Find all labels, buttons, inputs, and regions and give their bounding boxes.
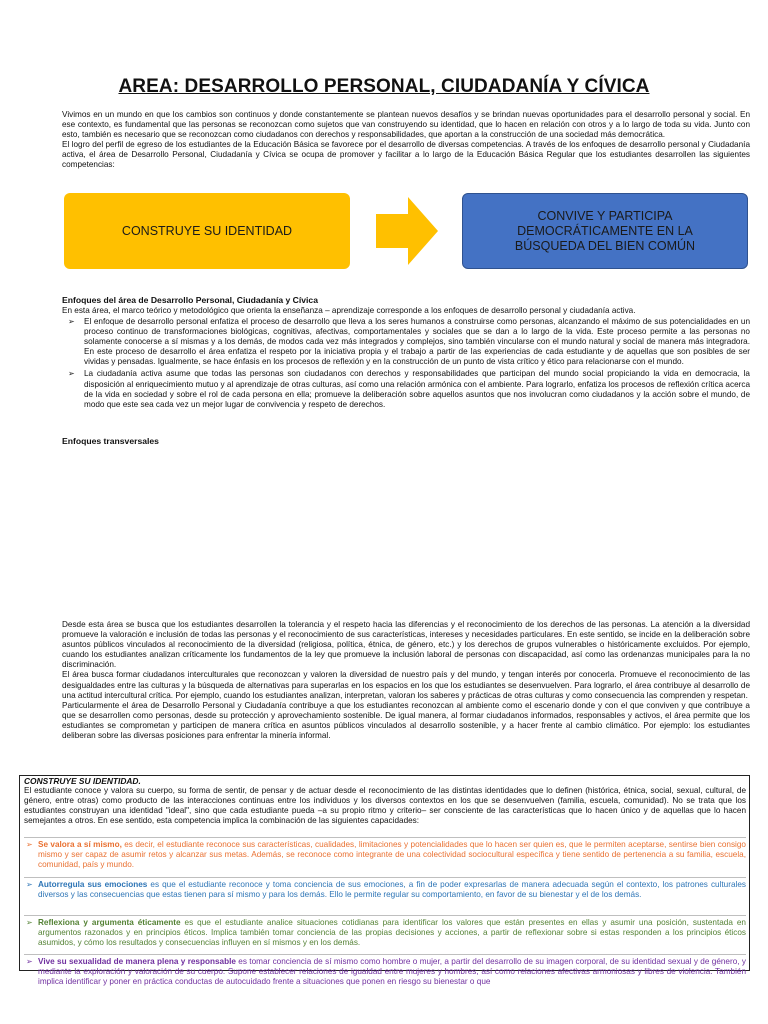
- enfoque-ciudadania-activa: La ciudadanía activa asume que todas las personas son ciudadanos con derechos y responsabilidades que participan del mundo social propiciando la vida en democracia, la disposición al enriquecimiento mutuo y al aprendizaje de otras culturas, así como una relación armónica con el ambiente. Para lograrlo, enfatiza los procesos de reflexión crítica acerca de la vida en sociedad y sobre el rol de cada persona en ella; promueve la deliberación sobre aquellos asuntos que nos involucran como ciudadanos y la acción sobre el mundo, de modo que este sea cada vez un mejor lugar de convivencia y respeto de derechos.: [84, 369, 750, 409]
- competencia-intro: El estudiante conoce y valora su cuerpo, su forma de sentir, de pensar y de actuar desde el reconocimiento de las distintas identidades que lo definen (histórica, étnica, social, sexual, cultural, de género, entre otras) como producto de las interacciones continuas entre los individuos y los diversos contextos en los que se desenvuelven (familia, escuela, comunidad). No se trata que los estudiantes construyan una identidad "ideal", sino que cada estudiante pueda –a su propio ritmo y criterio– ser consciente de las características que lo hacen único y de aquellas que lo hacen semejantes a otros. En ese sentido, esta competencia implica la combinación de las siguientes capacidades:: [24, 786, 746, 826]
- enfoques-list: [62, 317, 750, 412]
- capacidad-se-valora: [24, 837, 746, 870]
- capacidad-description: es decir, el estudiante reconoce sus características, cualidades, limitaciones y potencialidades que lo hacen ser quien es, que le permiten aceptarse, sentirse bien consigo mismo y ser capaz de asumir retos y alcanzar sus metas. Además, se reconoce como integrante de una colectividad sociocultural específica y tiene sentido de pertenencia a su familia, escuela, comunidad, país y mundo.: [38, 840, 746, 870]
- capacidad-text: [38, 840, 746, 870]
- transversales-paragraph-3: Particularmente el área de Desarrollo Personal y Ciudadanía contribuye a que los estudiantes reconozcan al ambiente como el escenario donde y con el que conviven y que contribuye a que se desarrollen como personas, desde su protección y aprovechamiento sostenible. De igual manera, al formar ciudadanos informados, responsables y activos, el área permite que los estudiantes se comprometan y participen de manera crítica en asuntos públicos vinculados al desarrollo sostenible, y a hacer frente al cambio climático. Por ejemplo: los estudiantes deliberan sobre las diversas posiciones para enfrentar la minería informal.: [62, 700, 750, 741]
- capacidad-description: es que el estudiante reconoce y toma conciencia de sus emociones, a fin de poder expresarlas de manera adecuada según el contexto, los patrones culturales diversos y las consecuencias que estas tienen para sí mismo y para los demás. Ello le permite regular su comportamiento, en favor de su bienestar y el de los demás.: [38, 880, 746, 900]
- arrow-bullet-icon: ➢: [26, 880, 33, 889]
- capacidad-description: es tomar conciencia de sí mismo como hombre o mujer, a partir del desarrollo de su imagen corporal, de su identidad sexual y de género, y mediante la exploración y valoración de su cuerpo. Supone establecer relaciones de igualdad entre mujeres y hombres, así como relaciones afectivas armoniosas y libres de violencia. También implica identificar y poner en práctica conductas de autocuidado frente a situaciones que ponen en riesgo su bienestar o que: [38, 957, 746, 987]
- capacidad-sexualidad: [24, 954, 746, 987]
- capacidad-text: [38, 918, 746, 948]
- list-item: [62, 317, 750, 367]
- capacidad-name: Reflexiona y argumenta éticamente: [38, 918, 181, 927]
- transversales-heading: Enfoques transversales: [62, 436, 159, 446]
- arrow-right-icon: [376, 197, 438, 265]
- arrow-bullet-icon: ➢: [26, 957, 33, 966]
- enfoques-heading: Enfoques del área de Desarrollo Personal, Ciudadanía y Cívica: [62, 295, 318, 305]
- transversales-paragraph-1: Desde esta área se busca que los estudiantes desarrollen la tolerancia y el respeto hacia las diferencias y el reconocimiento de los derechos de las personas. La atención a la diversidad promueve la valoración e inclusión de todas las personas y el reconocimiento de sus características, intereses y necesidades particulares. En este sentido, se incide en la deliberación sobre asuntos públicos vinculados al reconocimiento de la diversidad (religiosa, política, étnica, de género, etc.) y los derechos de grupos vulnerables o históricamente excluidos. Por ejemplo, cuando los estudiantes analizan críticamente los fundamentos de la ley que promueve la inclusión laboral de personas con discapacidad, así como las ordenanzas municipales para la no discriminación.: [62, 620, 750, 670]
- capacidad-text: [38, 880, 746, 900]
- capacidad-autorregula: [24, 877, 746, 900]
- list-item: [62, 369, 750, 409]
- arrow-bullet-icon: ➢: [26, 918, 33, 927]
- competency-box-convive: CONVIVE Y PARTICIPA DEMOCRÁTICAMENTE EN LA BÚSQUEDA DEL BIEN COMÚN: [462, 193, 748, 269]
- arrow-bullet-icon: ➢: [68, 369, 75, 379]
- transversales-paragraph-2: El área busca formar ciudadanos interculturales que reconozcan y valoren la diversidad de nuestro país y del mundo, y tengan interés por conocerla. Promueve el reconocimiento de las desigualdades entre las culturas y la búsqueda de alternativas para superarlas en los espacios en los que los estudiantes se desenvuelven. Para lograrlo, el área contribuye al desarrollo de una actitud intercultural crítica. Por ejemplo, cuando los estudiantes analizan, interpretan, valoran los saberes y prácticas de otras culturas y como consecuencia las comprenden y respetan.: [62, 670, 750, 700]
- intro-paragraph-2: El logro del perfil de egreso de los estudiantes de la Educación Básica se favorece por el desarrollo de diversas competencias. A través de los enfoques de desarrollo personal y Ciudadanía activa, el área de Desarrollo Personal, Ciudadanía y Cívica se ocupa de promover y facilitar a lo largo de la Educación Básica Regular que los estudiantes desarrollen las siguientes competencias:: [62, 140, 750, 170]
- competencia-title: CONSTRUYE SU IDENTIDAD.: [24, 776, 141, 786]
- competency-box-identidad: CONSTRUYE SU IDENTIDAD: [64, 193, 350, 269]
- transversales-text: [62, 620, 750, 741]
- intro-paragraph-1: Vivimos en un mundo en que los cambios son continuos y donde constantemente se plantean nuevos desafíos y se brindan nuevas oportunidades para el desarrollo personal y social. En ese contexto, es fundamental que las personas se reconozcan como sujetos que van construyendo su identidad, que lo hacen en relación con otros y a lo largo de toda su vida. Junto con esto, también es necesario que se reconozcan como ciudadanos con derechos y responsabilidades, que aportan a la construcción de una sociedad más democrática.: [62, 110, 750, 140]
- enfoque-desarrollo-personal: El enfoque de desarrollo personal enfatiza el proceso de desarrollo que lleva a los seres humanos a construirse como personas, alcanzando el máximo de sus potencialidades en un proceso continuo de transformaciones biológicas, cognitivas, afectivas, comportamentales y sociales que se dan a lo largo de la vida. Este proceso permite a las personas no solamente conocerse a sí mismas y a los demás, de modos cada vez más integrados y complejos, sino también vincularse con el mundo natural y social de manera más integradora. En este proceso de desarrollo el área enfatiza el respeto por la iniciativa propia y el trabajo a partir de las experiencias de cada estudiante y de aquellas que son posibles de ser vividas y pensadas. Igualmente, se hace énfasis en los procesos de reflexión y en la construcción de un punto de vista crítico y ético para relacionarse con el mundo.: [84, 317, 750, 367]
- capacidad-description: es que el estudiante analice situaciones cotidianas para identificar los valores que están presentes en ellas y asumir una posición, sustentada en argumentos razonados y en principios éticos. Implica también tomar conciencia de las propias decisiones y acciones, a partir de reflexionar sobre si estas responden a los principios éticos asumidos, y cómo los resultados y consecuencias influyen en sí mismos y en los demás.: [38, 918, 746, 948]
- capacidad-reflexiona: [24, 915, 746, 948]
- capacidad-name: Se valora a sí mismo,: [38, 840, 122, 849]
- arrow-bullet-icon: ➢: [68, 317, 75, 326]
- intro-text: [62, 110, 750, 171]
- arrow-bullet-icon: ➢: [26, 840, 33, 849]
- capacidad-name: Vive su sexualidad de manera plena y responsable: [38, 957, 236, 966]
- capacidad-text: [38, 957, 746, 987]
- enfoques-lead: En esta área, el marco teórico y metodológico que orienta la enseñanza – aprendizaje corresponde a los enfoques de desarrollo personal y ciudadanía activa.: [62, 306, 636, 315]
- competencies-flow: [64, 193, 748, 269]
- page-title: AREA: DESARROLLO PERSONAL, CIUDADANÍA Y CÍVICA: [118, 76, 650, 97]
- capacidad-name: Autorregula sus emociones: [38, 880, 148, 889]
